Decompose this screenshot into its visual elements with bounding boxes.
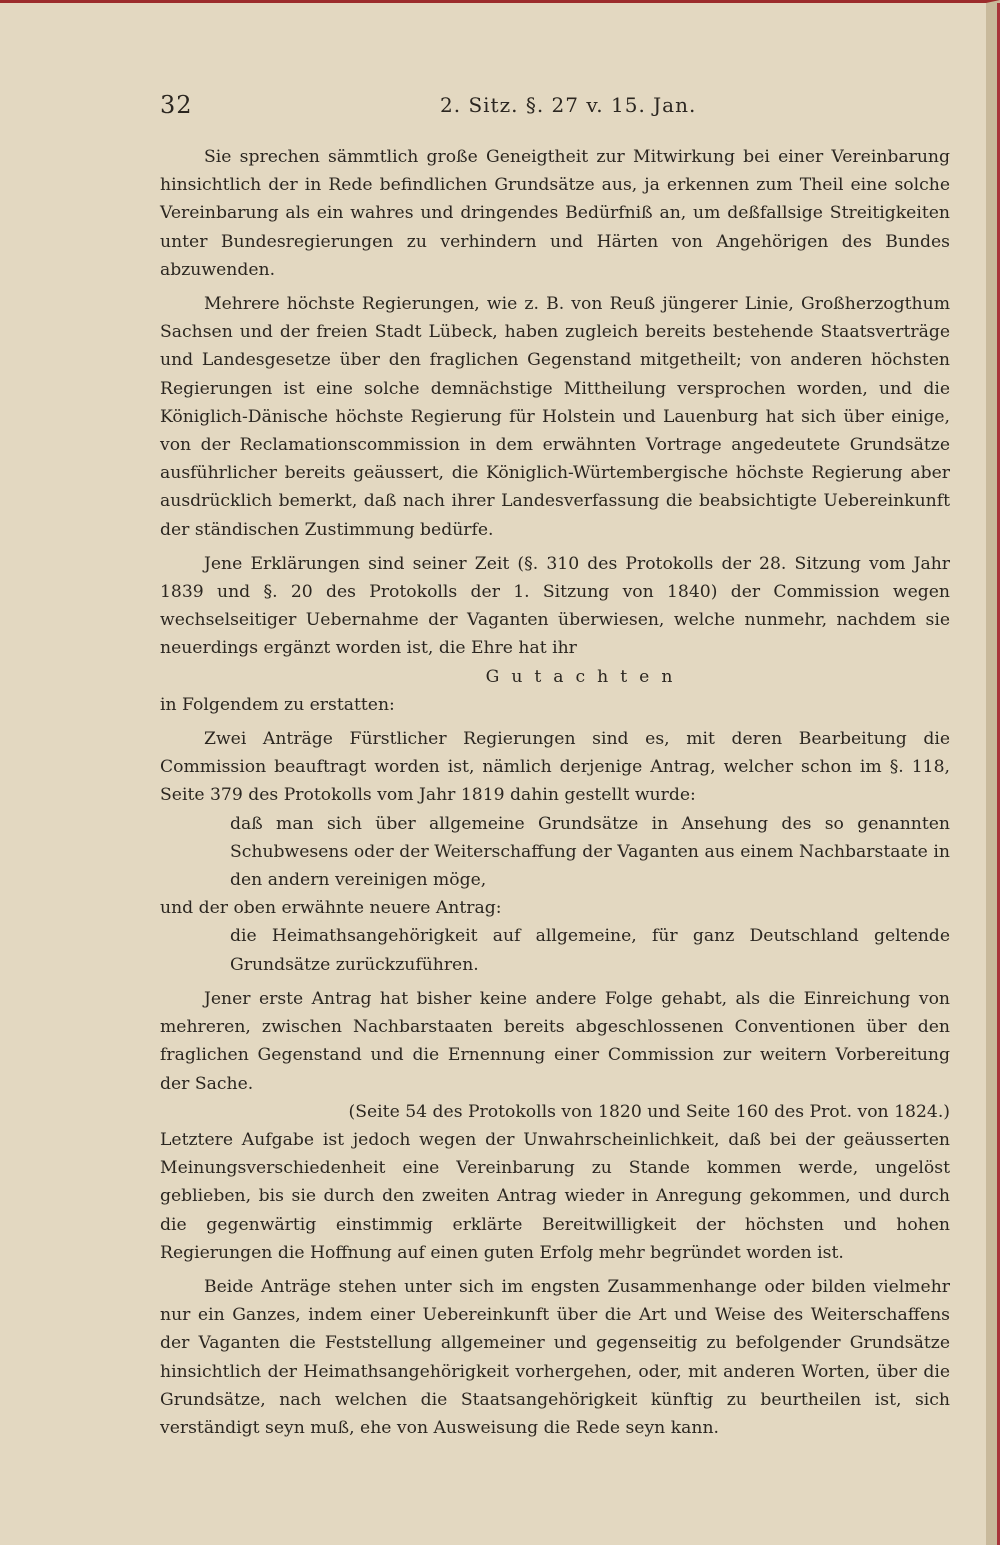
paragraph-6: Letztere Aufgabe ist jedoch wegen der Unwahrscheinlichkeit, daß bei der geäusserten Meinungsverschiedenheit eine Vereinbarung zu Stande kommen werde, ungelöst geblieben, bis sie durch den zweiten Antrag wieder in Anregung gekommen, und durch die gegenwärtig einstimmig erklärte Bereitwilligkeit der höchsten und hohen Regierungen die Hoffnung auf einen guten Erfolg mehr begründet worden ist.: [160, 1129, 950, 1263]
quoted-motion-1: daß man sich über allgemeine Grundsätze in Ansehung des so genannten Schubwesens oder der Weiterschaffung der Vaganten aus einem Nachbarstaate in den andern vereinigen möge,: [230, 813, 950, 891]
page-number: 32: [160, 91, 193, 119]
paragraph-4: Zwei Anträge Fürstlicher Regierungen sind es, mit deren Bearbeitung die Commission beauftragt worden ist, nämlich derjenige Antrag, welcher schon im §. 118, Seite 379 des Protokolls vom Jahr 1819 dahin gestellt wurde:: [160, 729, 950, 806]
paragraph-5: Jener erste Antrag hat bisher keine andere Folge gehabt, als die Einreichung von mehreren, zwischen Nachbarstaaten bereits abgeschlossenen Conventionen über den fraglichen Gegenstand und die Ernennung einer Commission zur weitern Vorbereitung der Sache.: [160, 988, 950, 1094]
section-heading-gutachten: Gutachten: [485, 666, 685, 687]
paragraph-2: Mehrere höchste Regierungen, wie z. B. von Reuß jüngerer Linie, Großherzogthum Sachsen und der freien Stadt Lübeck, haben zugleich bereits bestehende Staatsverträge und Landesgesetze über den fraglichen Gegenstand mitgetheilt; von anderen höchsten Regierungen ist eine solche demnächstige Mittheilung versprochen worden, und die Königlich-Dänische höchste Regierung für Holstein und Lauenburg hat sich über einige, von der Reclamationscommission in dem erwähnten Vortrage angedeutete Grundsätze ausführlicher bereits geäussert, die Königlich-Würtembergische höchste Regierung aber ausdrücklich bemerkt, daß nach ihrer Landesverfassung die beabsichtigte Uebereinkunft der ständischen Zustimmung bedürfe.: [160, 294, 950, 540]
paragraph-3: Jene Erklärungen sind seiner Zeit (§. 310 des Protokolls der 28. Sitzung vom Jahr 1839 und §. 20 des Protokolls der 1. Sitzung von 1840) der Commission wegen wechselseitiger Uebernahme der Vaganten überwiesen, welche nunmehr, nachdem sie neuerdings ergänzt worden ist, die Ehre hat ihr: [160, 553, 950, 659]
paragraph-connector: und der oben erwähnte neuere Antrag:: [160, 898, 502, 919]
page-header: [160, 91, 950, 127]
paragraph-7: Beide Anträge stehen unter sich im engsten Zusammenhange oder bilden vielmehr nur ein Ganzes, indem einer Uebereinkunft über die Art und Weise des Weiterschaffens der Vaganten die Feststellung allgemeiner und gegenseitig zu befolgender Grundsätze hinsichtlich der Heimathsangehörigkeit vorhergehen, oder, mit anderen Worten, über die Grundsätze, nach welchen die Staatsangehörigkeit künftig zu beurtheilen ist, sich verständigt seyn muß, ehe von Ausweisung die Rede seyn kann.: [160, 1276, 950, 1438]
quoted-motion-2: die Heimathsangehörigkeit auf allgemeine, für ganz Deutschland geltende Grundsätze zurückzuführen.: [230, 926, 950, 975]
body-text: [160, 143, 950, 1442]
paragraph-intro-line: in Folgendem zu erstatten:: [160, 694, 395, 715]
running-head: 2. Sitz. §. 27 v. 15. Jan.: [440, 93, 697, 117]
paragraph-1: Sie sprechen sämmtlich große Geneigtheit zur Mitwirkung bei einer Vereinbarung hinsichtlich der in Rede befindlichen Grundsätze aus, ja erkennen zum Theil eine solche Vereinbarung als ein wahres und dringendes Bedürfniß an, um deßfallsige Streitigkeiten unter Bundesregierungen zu verhindern und Härten von Angehörigen des Bundes abzuwenden.: [160, 147, 950, 280]
paragraph-reference: (Seite 54 des Protokolls von 1820 und Seite 160 des Prot. von 1824.): [348, 1101, 950, 1122]
